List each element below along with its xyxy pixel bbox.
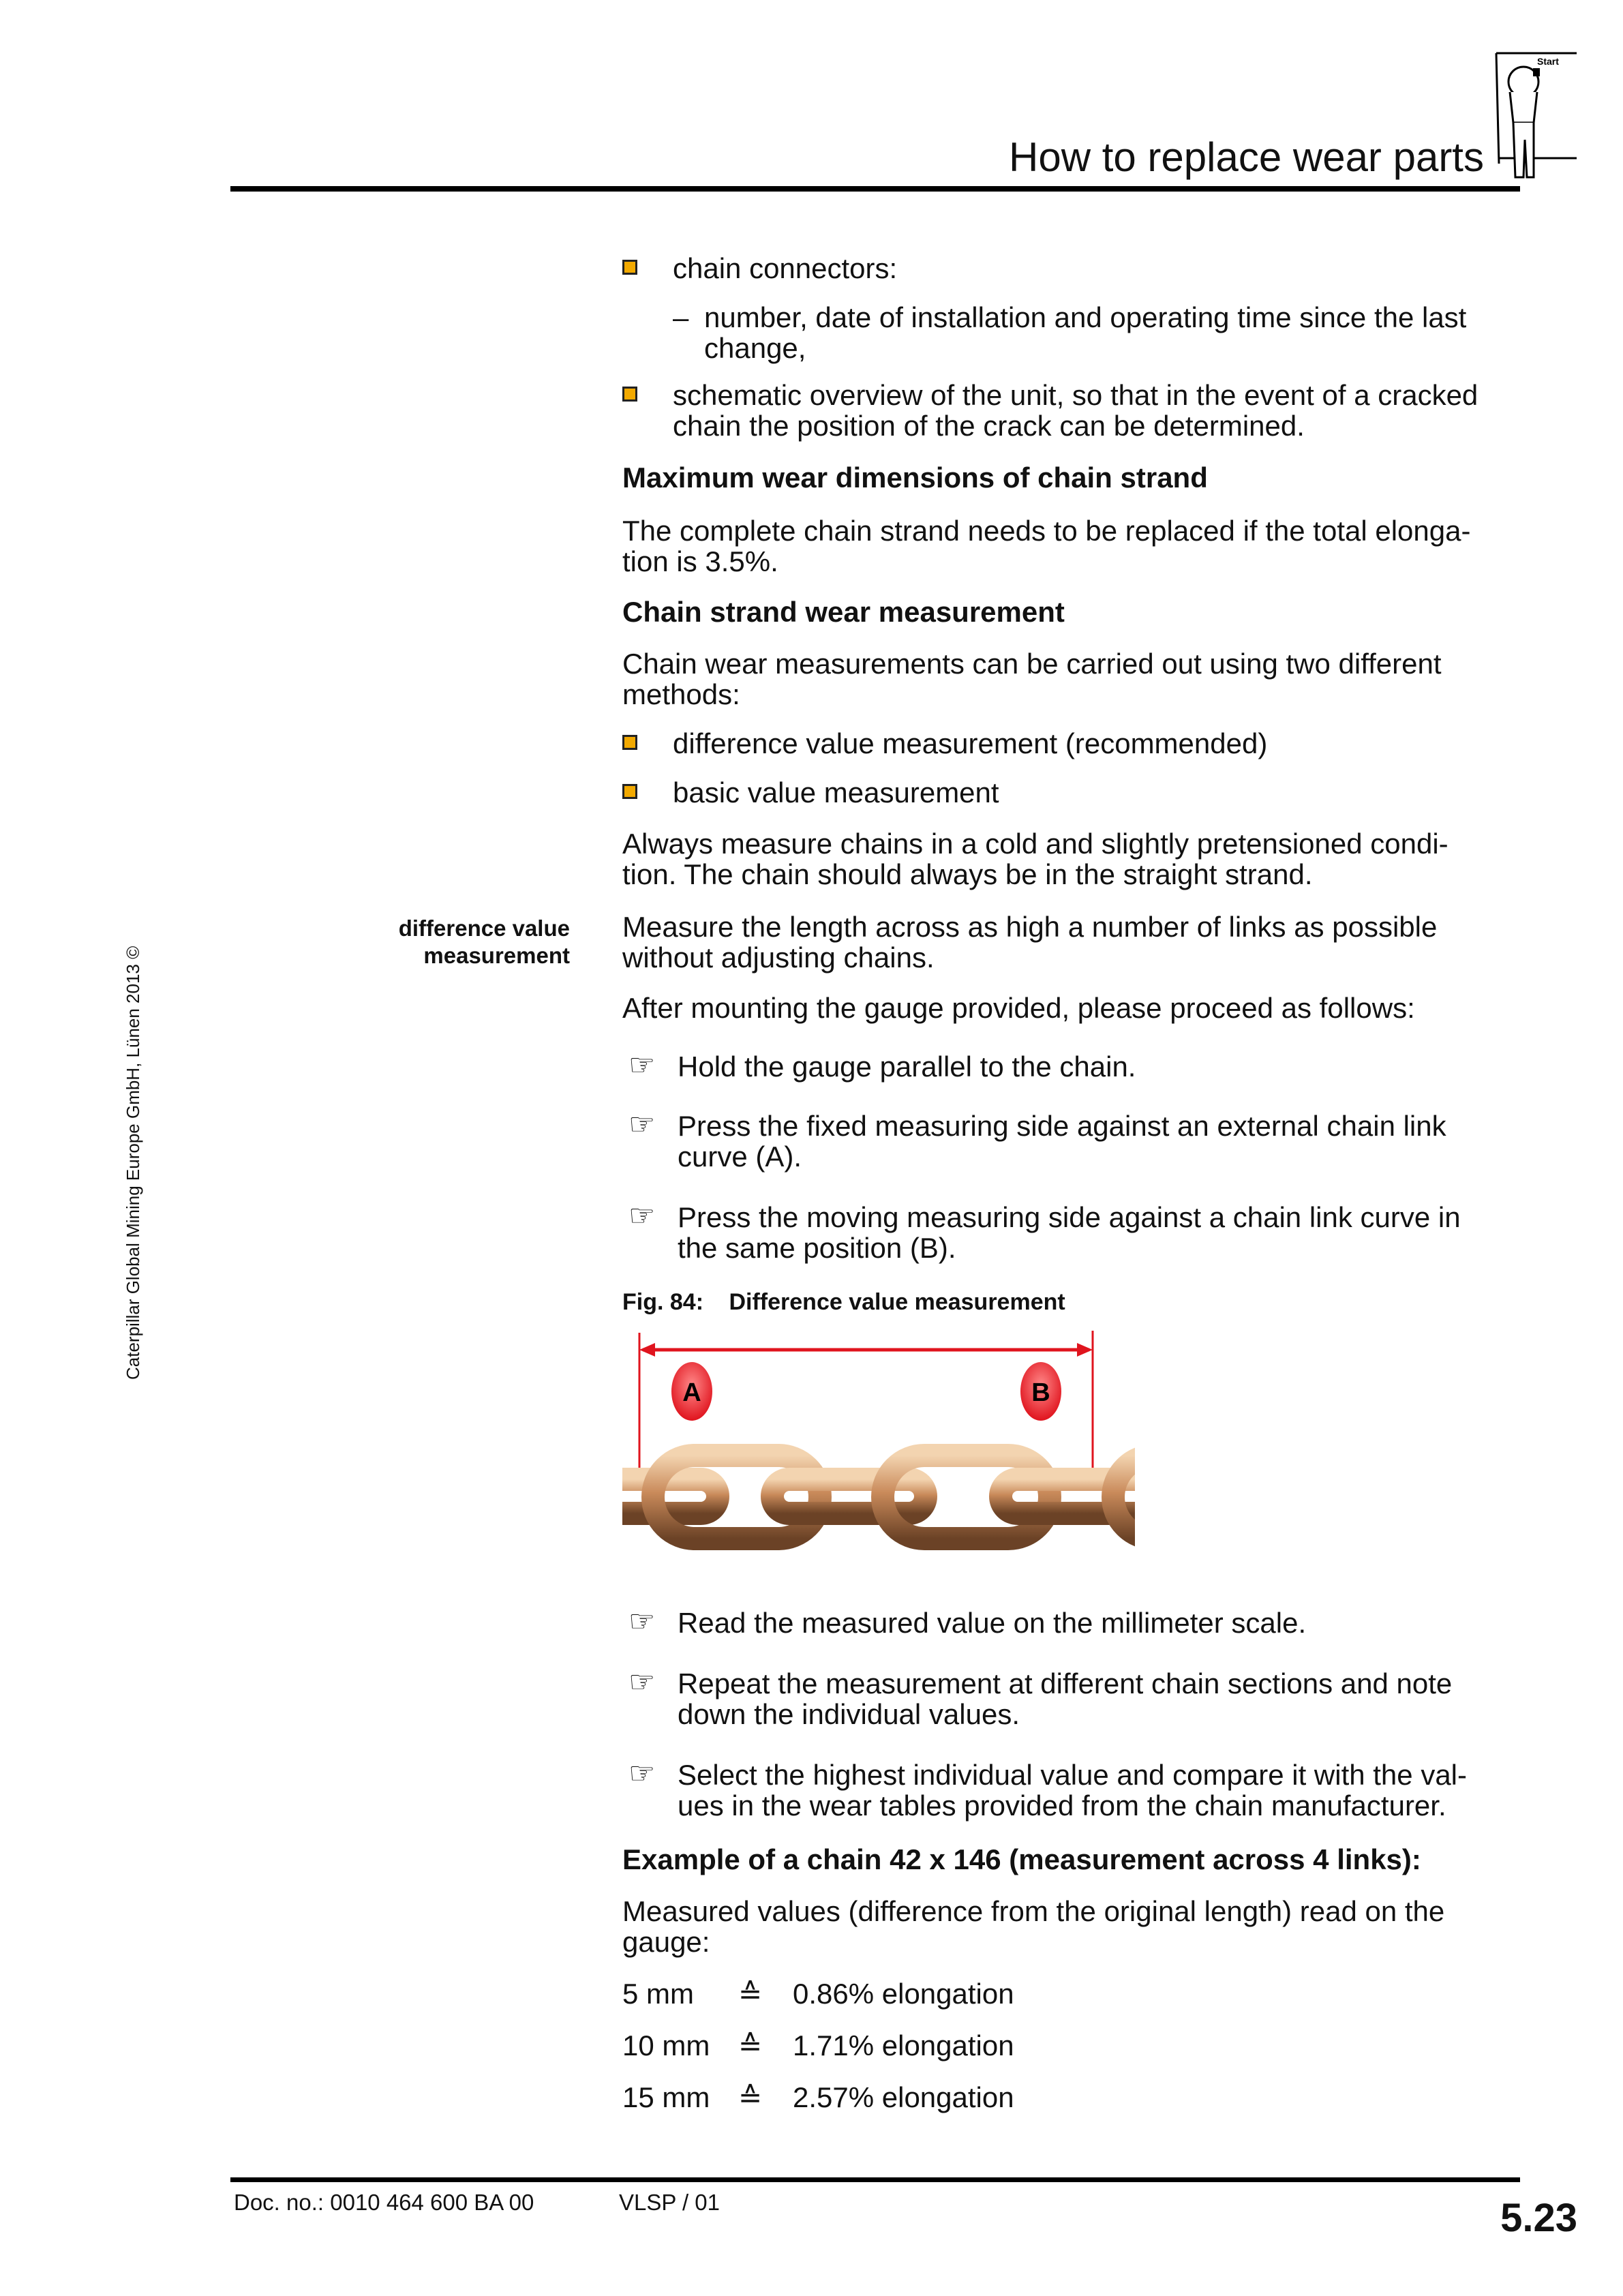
copyright-text: Caterpillar Global Mining Europe GmbH, Lünen 2013 ©: [123, 946, 143, 1380]
paragraph-line: gauge:: [622, 1926, 710, 1958]
paragraph-line: Chain wear measurements can be carried out using two different: [622, 648, 1442, 680]
list-item-text: basic value measurement: [673, 776, 999, 809]
chain-measurement-figure: [622, 1319, 1135, 1554]
bullet-icon: [622, 735, 637, 750]
sub-list-text: change,: [704, 332, 806, 364]
list-item-text: schematic overview of the unit, so that in the event of a cracked: [673, 379, 1478, 411]
measured-value: 5 mm: [622, 1978, 694, 2010]
step-text: the same position (B).: [678, 1232, 956, 1264]
page-title: How to replace wear parts: [1009, 134, 1484, 180]
step-item: [628, 1107, 1446, 1173]
bullet-icon: [622, 260, 637, 275]
dash: –: [673, 301, 689, 333]
paragraph-line: The complete chain strand needs to be replaced if the total elonga-: [622, 515, 1471, 547]
paragraph: [622, 515, 1470, 577]
doc-number: Doc. no.: 0010 464 600 BA 00: [234, 2190, 534, 2215]
step-text: curve (A).: [678, 1141, 802, 1173]
sub-list-text: number, date of installation and operating time since the last: [704, 301, 1467, 333]
side-label-line: measurement: [423, 943, 570, 968]
heading-example: Example of a chain 42 x 146 (measurement across 4 links):: [622, 1843, 1421, 1875]
list-item-text: chain connectors:: [673, 252, 898, 284]
corresponds-symbol: ≙: [738, 2081, 763, 2113]
step-text: Read the measured value on the millimeter scale.: [678, 1607, 1307, 1639]
svg-text:Start: Start: [1537, 56, 1559, 67]
paragraph: After mounting the gauge provided, please proceed as follows:: [622, 992, 1415, 1024]
corresponds-symbol: ≙: [738, 1978, 763, 2010]
pointing-hand-icon: ☞: [628, 1604, 656, 1639]
figure-caption: [622, 1288, 1065, 1316]
figure-title: Difference value measurement: [729, 1289, 1065, 1315]
paragraph-line: Measure the length across as high a number of links as possible: [622, 911, 1438, 943]
step-item: [628, 1665, 1453, 1730]
paragraph: [622, 1896, 1444, 1957]
step-text: Hold the gauge parallel to the chain.: [678, 1051, 1136, 1083]
step-item: [628, 1756, 1467, 1822]
pointing-hand-icon: ☞: [628, 1756, 656, 1791]
elongation-value: 1.71% elongation: [793, 2029, 1014, 2061]
paragraph: [622, 828, 1448, 890]
label-b-marker: [1020, 1362, 1061, 1421]
start-figure-logo: [1489, 48, 1578, 184]
step-text: Press the moving measuring side against a chain link curve in: [678, 1201, 1461, 1233]
paragraph-line: Measured values (difference from the original length) read on the: [622, 1895, 1445, 1927]
step-text: down the individual values.: [678, 1698, 1020, 1730]
measured-value: 15 mm: [622, 2081, 710, 2113]
step-text: Press the fixed measuring side against an external chain link: [678, 1110, 1446, 1142]
list-item: [622, 728, 1267, 759]
paragraph-line: methods:: [622, 678, 740, 710]
header-rule: [230, 186, 1520, 192]
step-item: [628, 1604, 1307, 1639]
step-item: [628, 1198, 1461, 1264]
svg-text:B: B: [1031, 1378, 1050, 1407]
doc-version: VLSP / 01: [619, 2190, 721, 2215]
step-text: Select the highest individual value and compare it with the val-: [678, 1759, 1467, 1791]
step-item: [628, 1048, 1136, 1083]
list-item-text: chain the position of the crack can be determined.: [673, 410, 1305, 442]
paragraph: [622, 911, 1437, 973]
elongation-value: 0.86% elongation: [793, 1978, 1014, 2010]
side-label-line: difference value: [398, 916, 570, 941]
paragraph-line: tion. The chain should always be in the straight strand.: [622, 858, 1313, 890]
pointing-hand-icon: ☞: [628, 1198, 656, 1233]
pointing-hand-icon: ☞: [628, 1107, 656, 1142]
sub-list-item: [673, 302, 1466, 363]
pointing-hand-icon: ☞: [628, 1665, 656, 1700]
svg-text:A: A: [682, 1378, 701, 1407]
bullet-icon: [622, 387, 637, 402]
paragraph-line: without adjusting chains.: [622, 941, 935, 973]
page-number: 5.23: [1500, 2196, 1577, 2240]
chain-links: [622, 1455, 1135, 1539]
step-text: Repeat the measurement at different chain sections and note: [678, 1667, 1453, 1700]
figure-number: Fig. 84:: [622, 1289, 704, 1315]
step-text: ues in the wear tables provided from the chain manufacturer.: [678, 1789, 1446, 1822]
measured-value: 10 mm: [622, 2029, 710, 2061]
list-item: [622, 380, 1478, 441]
side-label: [399, 915, 570, 969]
elongation-value: 2.57% elongation: [793, 2081, 1014, 2113]
bullet-icon: [622, 784, 637, 799]
paragraph-line: tion is 3.5%.: [622, 545, 778, 577]
label-a-marker: [671, 1362, 712, 1421]
list-item: [622, 777, 999, 808]
footer-rule: [230, 2177, 1520, 2182]
corresponds-symbol: ≙: [738, 2029, 763, 2061]
paragraph: [622, 648, 1442, 710]
list-item: [622, 253, 897, 284]
list-item-text: difference value measurement (recommended): [673, 727, 1268, 759]
paragraph-line: Always measure chains in a cold and slightly pretensioned condi-: [622, 828, 1448, 860]
heading-max-wear: Maximum wear dimensions of chain strand: [622, 462, 1208, 494]
pointing-hand-icon: ☞: [628, 1048, 656, 1083]
heading-wear-measurement: Chain strand wear measurement: [622, 596, 1065, 628]
